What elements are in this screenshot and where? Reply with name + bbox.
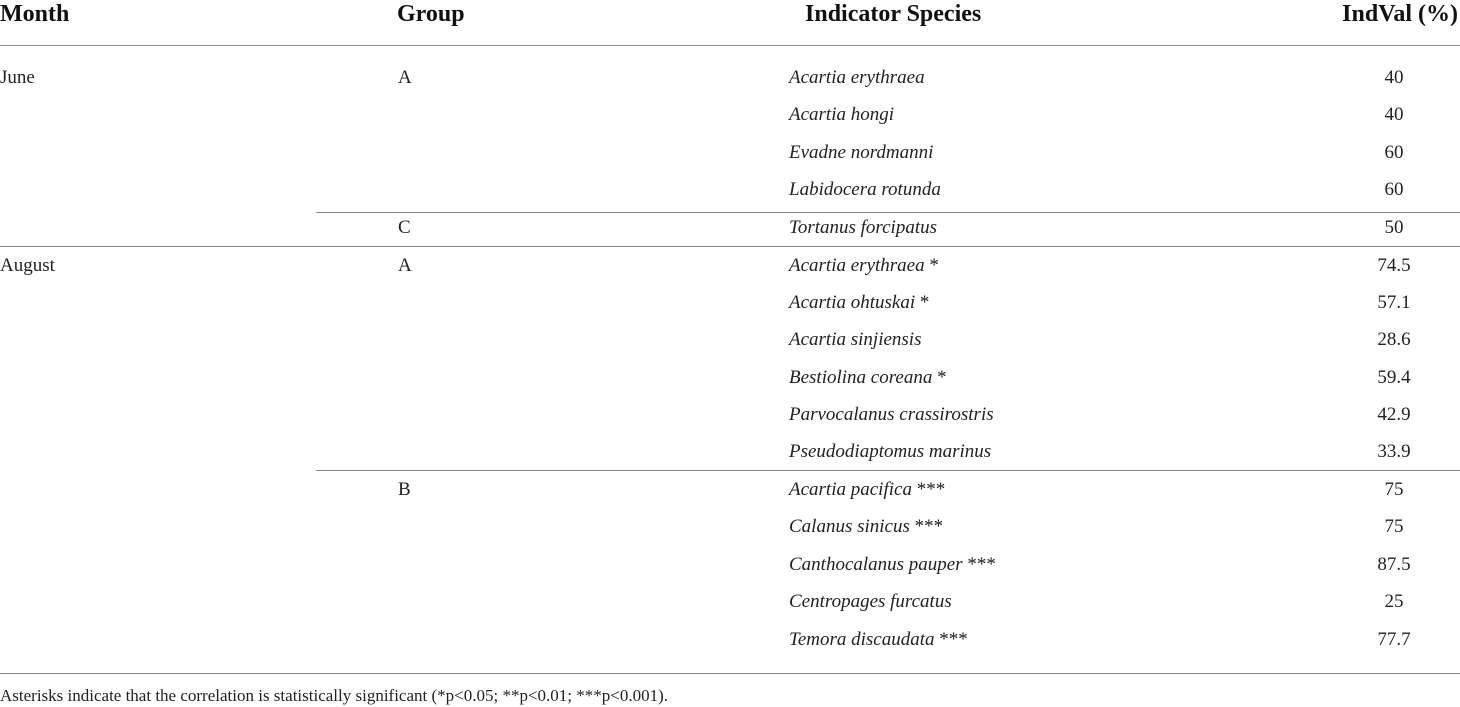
species-name: Calanus sinicus: [789, 516, 910, 537]
row-month: June: [0, 67, 35, 88]
rule-header: [0, 45, 1460, 46]
row-species: [789, 142, 933, 164]
row-indval: 40: [1384, 104, 1404, 125]
header-month: Month: [0, 1, 70, 27]
row-group: B: [398, 479, 411, 500]
row-species: [789, 217, 937, 239]
row-group: A: [398, 255, 412, 276]
row-indval: 77.7: [1377, 629, 1411, 650]
significance-marker: ***: [967, 554, 996, 575]
species-name: Acartia pacifica: [789, 479, 912, 500]
species-name: Acartia ohtuskai: [789, 292, 916, 313]
rule-bottom: [0, 673, 1460, 674]
rule-june-august: [0, 246, 1460, 247]
row-species: [789, 292, 929, 314]
row-species: [789, 255, 939, 277]
significance-marker: *: [937, 367, 947, 388]
rule-june-group-c: [316, 212, 1460, 213]
row-species: [789, 591, 952, 613]
row-species: [789, 329, 921, 351]
row-species: [789, 367, 947, 389]
header-indval: IndVal (%): [1342, 1, 1458, 27]
row-species: [789, 479, 945, 501]
species-name: Acartia sinjiensis: [789, 329, 922, 350]
row-indval: 87.5: [1377, 554, 1411, 575]
species-name: Tortanus forcipatus: [789, 217, 937, 238]
row-species: [789, 179, 941, 201]
row-species: [789, 67, 925, 89]
row-species: [789, 104, 894, 126]
row-indval: 57.1: [1377, 292, 1411, 313]
row-indval: 60: [1384, 142, 1404, 163]
species-name: Acartia hongi: [789, 104, 895, 125]
row-species: [789, 629, 968, 651]
row-indval: 50: [1384, 217, 1404, 238]
significance-marker: ***: [939, 629, 968, 650]
row-indval: 74.5: [1377, 255, 1411, 276]
significance-marker: *: [929, 255, 939, 276]
row-indval: 75: [1384, 516, 1404, 537]
species-name: Centropages furcatus: [789, 591, 952, 612]
row-species: [789, 404, 994, 426]
row-indval: 40: [1384, 67, 1404, 88]
row-species: [789, 441, 991, 463]
row-indval: 25: [1384, 591, 1404, 612]
row-indval: 75: [1384, 479, 1404, 500]
header-species: Indicator Species: [805, 1, 982, 27]
row-indval: 42.9: [1377, 404, 1411, 425]
row-group: C: [398, 217, 411, 238]
row-species: [789, 516, 943, 538]
species-name: Evadne nordmanni: [789, 142, 934, 163]
species-name: Temora discaudata: [789, 629, 935, 650]
header-group: Group: [397, 1, 465, 27]
row-species: [789, 554, 996, 576]
row-indval: 60: [1384, 179, 1404, 200]
significance-marker: ***: [914, 516, 944, 537]
species-name: Canthocalanus pauper: [789, 554, 963, 575]
species-name: Labidocera rotunda: [789, 179, 941, 200]
species-name: Bestiolina coreana: [789, 367, 933, 388]
species-name: Parvocalanus crassirostris: [789, 404, 994, 425]
species-name: Pseudodiaptomus marinus: [789, 441, 992, 462]
row-indval: 59.4: [1377, 367, 1411, 388]
significance-marker: *: [919, 292, 930, 313]
row-month: August: [0, 255, 55, 276]
species-name: Acartia erythraea: [789, 67, 925, 88]
row-indval: 28.6: [1377, 329, 1411, 350]
row-indval: 33.9: [1377, 441, 1411, 462]
footnote: Asterisks indicate that the correlation is statistically significant (*p<0.05; **p<0.01; ***p<0.001).: [0, 686, 669, 705]
significance-marker: ***: [916, 479, 946, 500]
rule-august-group-b: [316, 470, 1460, 471]
row-group: A: [398, 67, 412, 88]
species-name: Acartia erythraea: [789, 255, 925, 276]
